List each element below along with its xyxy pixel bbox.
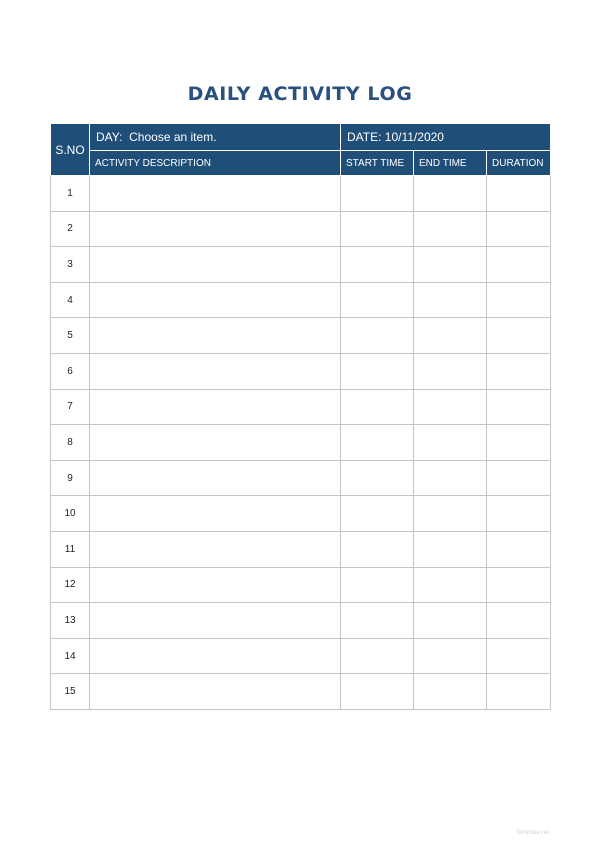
start-time-cell[interactable] (341, 603, 414, 639)
row-number: 6 (51, 353, 90, 389)
table-row (51, 567, 551, 603)
end-time-cell[interactable] (414, 638, 487, 674)
table-row (51, 531, 551, 567)
start-time-cell[interactable] (341, 496, 414, 532)
duration-cell[interactable] (487, 247, 551, 283)
activity-description-cell[interactable] (90, 282, 341, 318)
start-time-cell[interactable] (341, 674, 414, 710)
row-number: 2 (51, 211, 90, 247)
date-cell (341, 124, 551, 151)
start-time-cell[interactable] (341, 176, 414, 212)
table-row (51, 674, 551, 710)
row-number: 7 (51, 389, 90, 425)
end-time-cell[interactable] (414, 425, 487, 461)
page-title: DAILY ACTIVITY LOG (187, 83, 413, 105)
activity-description-header: ACTIVITY DESCRIPTION (90, 151, 341, 176)
row-number: 14 (51, 638, 90, 674)
date-field[interactable]: 10/11/2020 (384, 130, 444, 144)
duration-cell[interactable] (487, 318, 551, 354)
table-row (51, 638, 551, 674)
activity-description-cell[interactable] (90, 425, 341, 461)
activity-description-cell[interactable] (90, 674, 341, 710)
row-number: 12 (51, 567, 90, 603)
date-label: DATE: (347, 130, 382, 144)
start-time-cell[interactable] (341, 318, 414, 354)
activity-description-cell[interactable] (90, 389, 341, 425)
row-number: 4 (51, 282, 90, 318)
start-time-cell[interactable] (341, 638, 414, 674)
table-row (51, 389, 551, 425)
row-number: 10 (51, 496, 90, 532)
duration-cell[interactable] (487, 353, 551, 389)
duration-cell[interactable] (487, 496, 551, 532)
activity-description-cell[interactable] (90, 531, 341, 567)
watermark: Template.net (515, 830, 550, 836)
start-time-cell[interactable] (341, 211, 414, 247)
table-row (51, 282, 551, 318)
duration-cell[interactable] (487, 211, 551, 247)
table-row (51, 425, 551, 461)
activity-description-cell[interactable] (90, 353, 341, 389)
duration-cell[interactable] (487, 176, 551, 212)
sno-header: S.NO (51, 124, 90, 176)
row-number: 13 (51, 603, 90, 639)
table-row (51, 211, 551, 247)
duration-header: DURATION (487, 151, 551, 176)
start-time-cell[interactable] (341, 425, 414, 461)
end-time-cell[interactable] (414, 567, 487, 603)
end-time-cell[interactable] (414, 282, 487, 318)
activity-description-cell[interactable] (90, 318, 341, 354)
day-label: DAY: (96, 130, 123, 144)
activity-description-cell[interactable] (90, 603, 341, 639)
end-time-cell[interactable] (414, 460, 487, 496)
end-time-cell[interactable] (414, 353, 487, 389)
start-time-cell[interactable] (341, 460, 414, 496)
row-number: 8 (51, 425, 90, 461)
table-row (51, 247, 551, 283)
duration-cell[interactable] (487, 567, 551, 603)
duration-cell[interactable] (487, 460, 551, 496)
start-time-cell[interactable] (341, 353, 414, 389)
table-row (51, 603, 551, 639)
end-time-cell[interactable] (414, 531, 487, 567)
activity-description-cell[interactable] (90, 638, 341, 674)
activity-log-table (50, 123, 551, 710)
duration-cell[interactable] (487, 282, 551, 318)
day-dropdown[interactable]: Choose an item. (129, 130, 217, 144)
start-time-cell[interactable] (341, 282, 414, 318)
row-number: 11 (51, 531, 90, 567)
duration-cell[interactable] (487, 638, 551, 674)
end-time-cell[interactable] (414, 603, 487, 639)
table-row (51, 353, 551, 389)
row-number: 1 (51, 176, 90, 212)
duration-cell[interactable] (487, 603, 551, 639)
activity-description-cell[interactable] (90, 176, 341, 212)
end-time-cell[interactable] (414, 318, 487, 354)
start-time-cell[interactable] (341, 389, 414, 425)
table-row (51, 318, 551, 354)
start-time-cell[interactable] (341, 531, 414, 567)
end-time-cell[interactable] (414, 247, 487, 283)
start-time-cell[interactable] (341, 567, 414, 603)
duration-cell[interactable] (487, 674, 551, 710)
activity-description-cell[interactable] (90, 460, 341, 496)
end-time-header: END TIME (414, 151, 487, 176)
end-time-cell[interactable] (414, 211, 487, 247)
table-row (51, 460, 551, 496)
row-number: 15 (51, 674, 90, 710)
row-number: 3 (51, 247, 90, 283)
activity-description-cell[interactable] (90, 567, 341, 603)
day-cell (90, 124, 341, 151)
start-time-cell[interactable] (341, 247, 414, 283)
activity-description-cell[interactable] (90, 211, 341, 247)
row-number: 5 (51, 318, 90, 354)
end-time-cell[interactable] (414, 674, 487, 710)
start-time-header: START TIME (341, 151, 414, 176)
duration-cell[interactable] (487, 389, 551, 425)
duration-cell[interactable] (487, 425, 551, 461)
table-row (51, 176, 551, 212)
row-number: 9 (51, 460, 90, 496)
activity-description-cell[interactable] (90, 496, 341, 532)
duration-cell[interactable] (487, 531, 551, 567)
end-time-cell[interactable] (414, 496, 487, 532)
end-time-cell[interactable] (414, 176, 487, 212)
table-row (51, 496, 551, 532)
activity-description-cell[interactable] (90, 247, 341, 283)
end-time-cell[interactable] (414, 389, 487, 425)
